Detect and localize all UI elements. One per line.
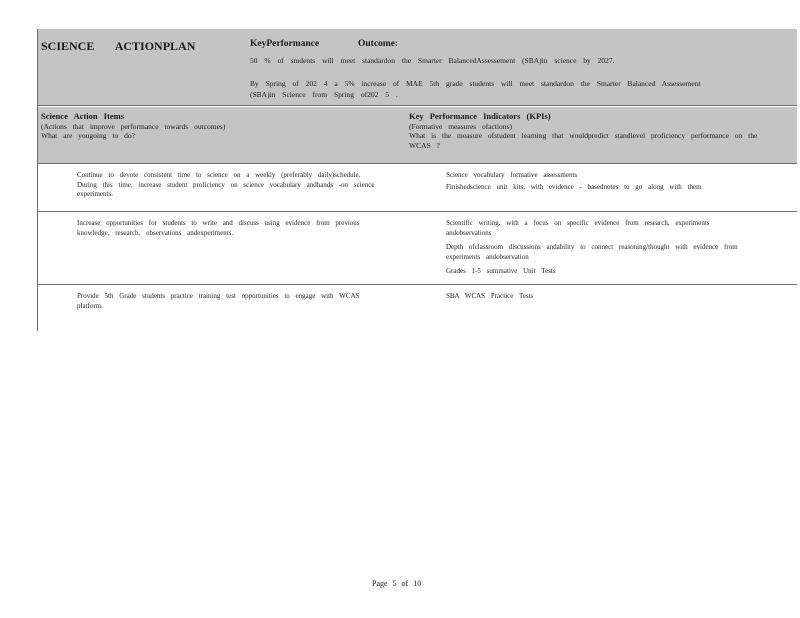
kpi-item-2-1: Scientific writing, with a focus on specific evidence from research, experiments andobservations xyxy=(446,219,710,237)
page-title: SCIENCE ACTIONPLAN xyxy=(41,39,196,53)
table-left-border xyxy=(37,29,38,331)
action-items-heading: Science Action Items xyxy=(41,111,125,121)
table-rule xyxy=(37,163,797,164)
kpi-item-3-1: SBA WCAS Practice Tests xyxy=(446,292,534,300)
kpi-heading: Key Performance Indicators (KPIs) xyxy=(409,111,551,121)
outcome-label: Outcome: xyxy=(358,39,399,49)
kpi-item-2-3: Grades 1-5 summative Unit Tests xyxy=(446,267,556,275)
outcome-goal-2: By Spring of 202 4 a 5% increase of MAE 5th grade students will meet standardon the Smarter Balanced Assessement (SBA)in Science from Spring of202 5 . xyxy=(250,79,701,99)
outcome-goal-1: 50 % of students will meet standardon the Smarter BalancedAssessement (SBA)in science by 2027. xyxy=(250,56,615,65)
kpi-item-1-2: Finishedscience unit kits, with evidence - basednotes to go along with them xyxy=(446,183,702,191)
kpi-heading-block xyxy=(409,112,769,150)
table-rule xyxy=(37,105,797,106)
action-item-3: Provide 5th Grade students practice training test opportunities to engage with WCAS platform. xyxy=(77,292,360,310)
kpi-question: What is the measure ofstudent learning that wouldpredict standlevel proficiency performance on the WCAS ? xyxy=(409,131,758,150)
action-items-subtitle: (Actions that improve performance towards outcomes) xyxy=(41,121,226,131)
action-items-question: What are yougoing to do? xyxy=(41,131,135,140)
action-item-2: Increase opportunities for students to write and discuss using evidence from previous knowledge, research, observations andexperiments. xyxy=(77,219,360,237)
table-rule xyxy=(37,211,797,212)
kpi-item-1-1: Science vocabulary formative assessments xyxy=(446,171,578,179)
kpi-item-2-2: Depth ofclassroom discussions andability to connect reasoning/thought with evidence from experiments andobservation xyxy=(446,243,738,261)
table-rule xyxy=(37,284,797,285)
action-item-1: Continue to devote consistent time to science on a weekly (preferably daily)schedule. During this time, increase student proficiency on science vocabulary andhands -on science experiments. xyxy=(77,171,375,198)
action-items-heading-block xyxy=(41,112,371,141)
kpi-subtitle: (Formative measures ofactions) xyxy=(409,121,512,131)
page-number: Page 5 of 10 xyxy=(372,579,422,588)
key-performance-label: KeyPerformance xyxy=(250,39,320,49)
